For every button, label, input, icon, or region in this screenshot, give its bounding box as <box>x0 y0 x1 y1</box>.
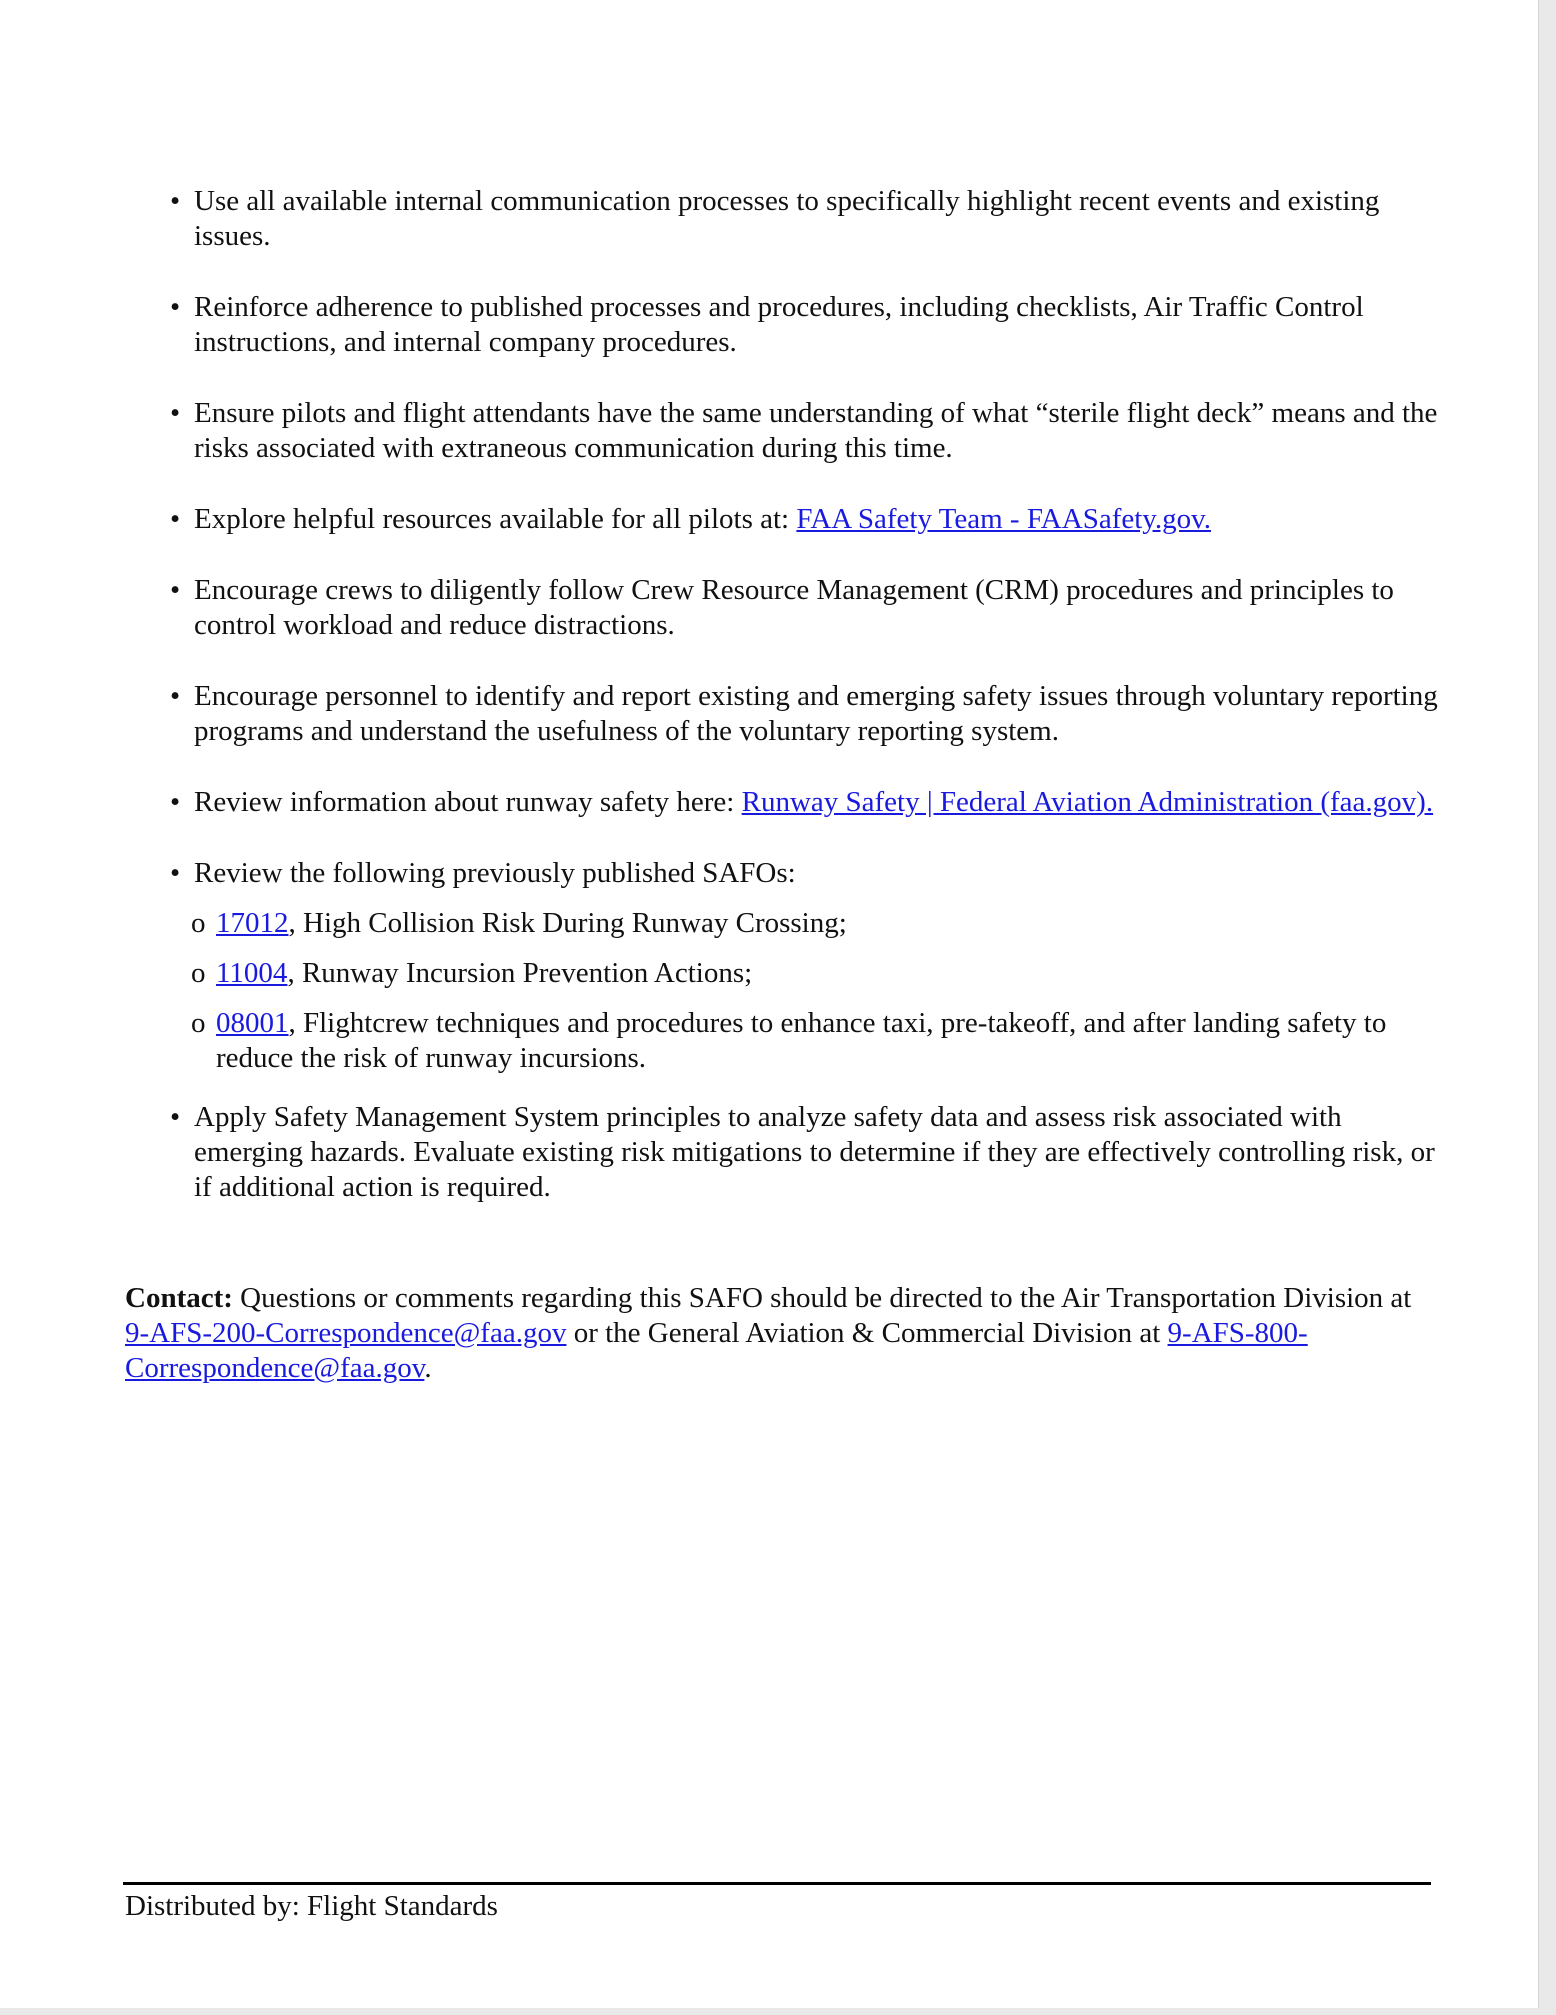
bullet-text: Review information about runway safety here: <box>194 786 742 818</box>
faasafety-link[interactable]: FAA Safety Team - FAASafety.gov. <box>796 503 1212 535</box>
bullet-text: Encourage crews to diligently follow Crew Resource Management (CRM) procedures and principles to control workload and reduce distractions. <box>194 574 1394 641</box>
distributed-by: Distributed by: Flight Standards <box>125 1890 498 1922</box>
list-item <box>170 856 1440 1076</box>
runway-safety-link[interactable]: Runway Safety | Federal Aviation Administration (faa.gov). <box>741 786 1434 818</box>
bullet-text: Ensure pilots and flight attendants have the same understanding of what “sterile flight deck” means and the risks associated with extraneous communication during this time. <box>194 397 1438 464</box>
list-item <box>170 184 1440 254</box>
list-item <box>170 1100 1440 1205</box>
safo-item <box>191 1006 1440 1076</box>
safo-sublist <box>191 906 1440 1076</box>
contact-text: . <box>424 1352 432 1384</box>
bullet-text: Review the following previously published SAFOs: <box>194 857 796 889</box>
bullet-text: Explore helpful resources available for all pilots at: <box>194 503 797 535</box>
safo-11004-link[interactable]: 11004 <box>216 957 288 989</box>
bullet-text: Encourage personnel to identify and report existing and emerging safety issues through voluntary reporting programs and understand the usefulness of the voluntary reporting system. <box>194 680 1438 747</box>
list-item <box>170 502 1440 537</box>
afs200-email-link[interactable]: 9-AFS-200-Correspondence@faa.gov <box>125 1317 567 1349</box>
list-item <box>170 290 1440 360</box>
bullet-text: Use all available internal communication processes to specifically highlight recent events and existing issues. <box>194 185 1380 252</box>
contact-label: Contact: <box>125 1282 233 1314</box>
contact-text: or the General Aviation & Commercial Division at <box>566 1317 1168 1349</box>
safo-17012-link[interactable]: 17012 <box>216 907 289 939</box>
safo-08001-link[interactable]: 08001 <box>216 1007 289 1039</box>
safo-title: , Runway Incursion Prevention Actions; <box>287 957 753 989</box>
safo-title: , High Collision Risk During Runway Crossing; <box>288 907 847 939</box>
list-item <box>170 573 1440 643</box>
safo-title: , Flightcrew techniques and procedures to enhance taxi, pre-takeoff, and after landing safety to reduce the risk of runway incursions. <box>216 1007 1387 1074</box>
safo-item <box>191 956 1440 991</box>
list-item <box>170 396 1440 466</box>
safo-item <box>191 906 1440 941</box>
recommended-actions-list <box>170 184 1440 1241</box>
list-item <box>170 785 1440 820</box>
list-item <box>170 679 1440 749</box>
footer-divider <box>123 1882 1431 1885</box>
bullet-text: Reinforce adherence to published processes and procedures, including checklists, Air Traffic Control instructions, and internal company procedures. <box>194 291 1364 358</box>
bullet-text: Apply Safety Management System principles to analyze safety data and assess risk associated with emerging hazards. Evaluate existing risk mitigations to determine if they are effectively controlling risk, or if additional action is required. <box>194 1101 1435 1203</box>
contact-text: Questions or comments regarding this SAFO should be directed to the Air Transportation Division at <box>232 1282 1412 1314</box>
afs800-email-link[interactable]: 9-AFS-800-Correspondence@faa.gov <box>125 1317 1308 1384</box>
contact-paragraph <box>125 1281 1415 1386</box>
